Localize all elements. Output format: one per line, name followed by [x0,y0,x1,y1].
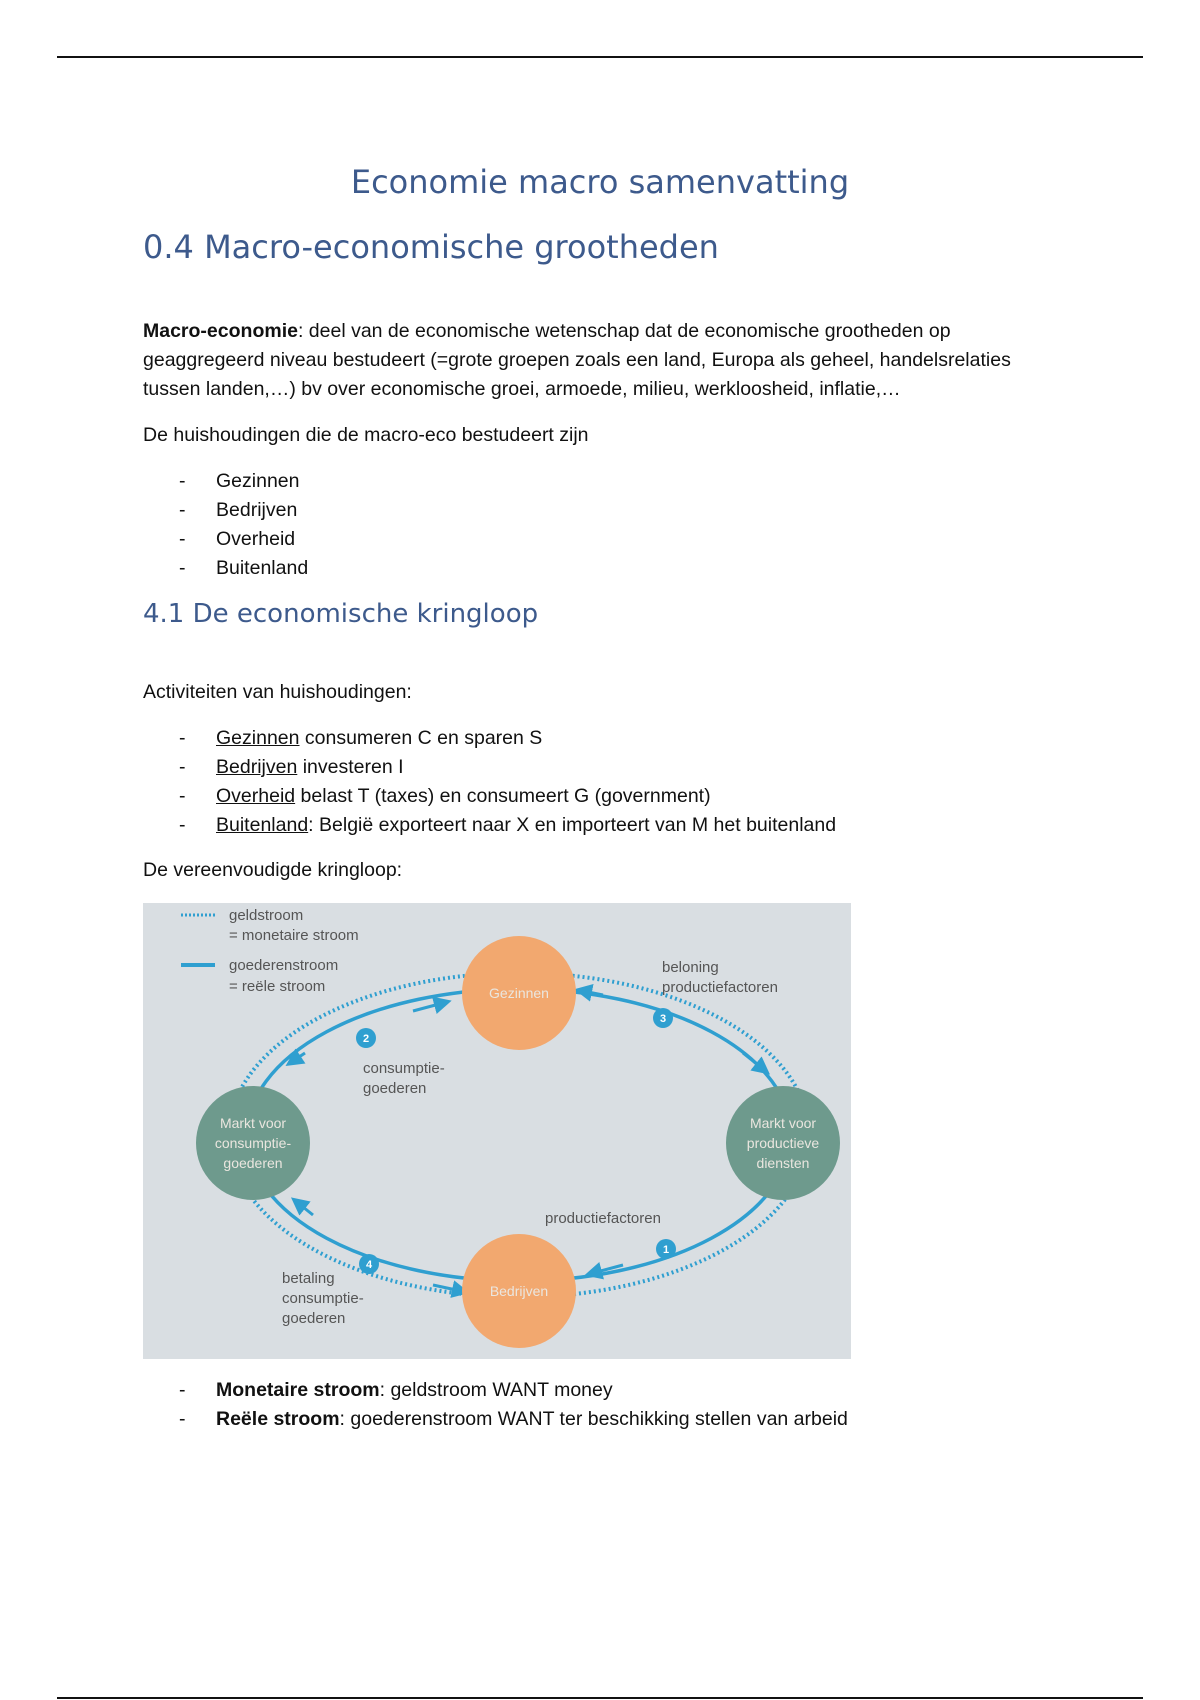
arrow-goods-top-left [413,1003,443,1011]
label-beloning-2: productiefactoren [662,979,778,996]
label-betaling-1: betaling [282,1270,335,1287]
heading-kringloop: 4.1 De economische kringloop [143,599,539,629]
legend-goods-1: goederenstroom [229,957,339,974]
arrow-goods-top-right [743,1053,763,1069]
arrow-money-bottom-left [433,1285,461,1291]
list-item [143,753,836,782]
households-intro: De huishoudingen die de macro-eco bestudeert zijn [143,424,589,446]
node-markt-cons-2: consumptie- [214,1135,292,1151]
stream-term: Monetaire stroom [216,1379,380,1401]
definition-paragraph [143,317,1043,404]
activity-text: consumeren C en sparen S [299,727,543,749]
definition-line-3: tussen landen,…) bv over economische groei, armoede, milieu, werkloosheid, inflatie,… [143,378,901,400]
stream-text: : geldstroom WANT money [379,1379,613,1401]
activity-term: Gezinnen [216,727,300,749]
node-markt-prod-3: diensten [756,1155,810,1171]
node-bedrijven-label: Bedrijven [489,1283,549,1299]
definition-line-2: geaggregeerd niveau bestudeert (=grote groepen zoals een land, Europa als geheel, handelsrelaties [143,349,1011,371]
streams-list [143,1376,848,1434]
activity-text: : België exporteert naar X en importeert van M het buitenland [308,814,837,836]
heading-macro-grootheden: 0.4 Macro-economische grootheden [143,228,719,266]
footer-rule [57,1697,1143,1699]
activity-term: Overheid [216,785,296,807]
legend-goods-2: = reële stroom [229,978,326,995]
label-betaling-3: goederen [282,1310,346,1327]
node-markt-prod-1: Markt voor [749,1115,817,1131]
label-betaling-2: consumptie- [282,1290,364,1307]
label-productiefactoren: productiefactoren [545,1210,661,1227]
list-item [143,1405,848,1434]
list-item [143,1376,848,1405]
definition-line-1: : deel van de economische wetenschap dat de economische grootheden op [297,320,951,342]
document-title: Economie macro samenvatting [350,163,850,201]
stream-term: Reële stroom [216,1408,340,1430]
activity-text: investeren I [297,756,404,778]
badge-4-label: 4 [365,1259,373,1271]
list-item [143,724,836,753]
node-markt-cons-3: goederen [223,1155,283,1171]
activities-list [143,724,836,840]
activities-intro: Activiteiten van huishoudingen: [143,681,412,703]
activity-term: Buitenland [216,814,309,836]
list-item: - Bedrijven [143,496,308,525]
activity-text: belast T (taxes) en consumeert G (government) [295,785,711,807]
definition-term: Macro-economie [143,320,298,342]
kringloop-diagram [143,903,851,1359]
node-markt-cons-1: Markt voor [219,1115,287,1131]
legend-money-1: geldstroom [229,907,304,924]
list-item [143,782,836,811]
badge-2-label: 2 [362,1033,370,1045]
activity-term: Bedrijven [216,756,298,778]
label-beloning-1: beloning [662,959,719,976]
list-item: - Buitenland [143,554,308,583]
households-list [143,467,308,583]
list-item: - Gezinnen [143,467,308,496]
label-consumptie-1: consumptie- [363,1060,445,1077]
list-item [143,811,836,840]
badge-3-label: 3 [659,1013,667,1025]
header-rule [57,56,1143,58]
arrow-goods-bottom-left [298,1203,313,1215]
list-item: - Overheid [143,525,308,554]
node-markt-prod-2: productieve [746,1135,820,1151]
node-gezinnen-label: Gezinnen [489,985,549,1001]
label-consumptie-2: goederen [363,1080,427,1097]
stream-text: : goederenstroom WANT ter beschikking stellen van arbeid [339,1408,848,1430]
badge-1-label: 1 [662,1244,670,1256]
simplified-intro: De vereenvoudigde kringloop: [143,859,403,881]
legend-money-2: = monetaire stroom [229,927,359,944]
